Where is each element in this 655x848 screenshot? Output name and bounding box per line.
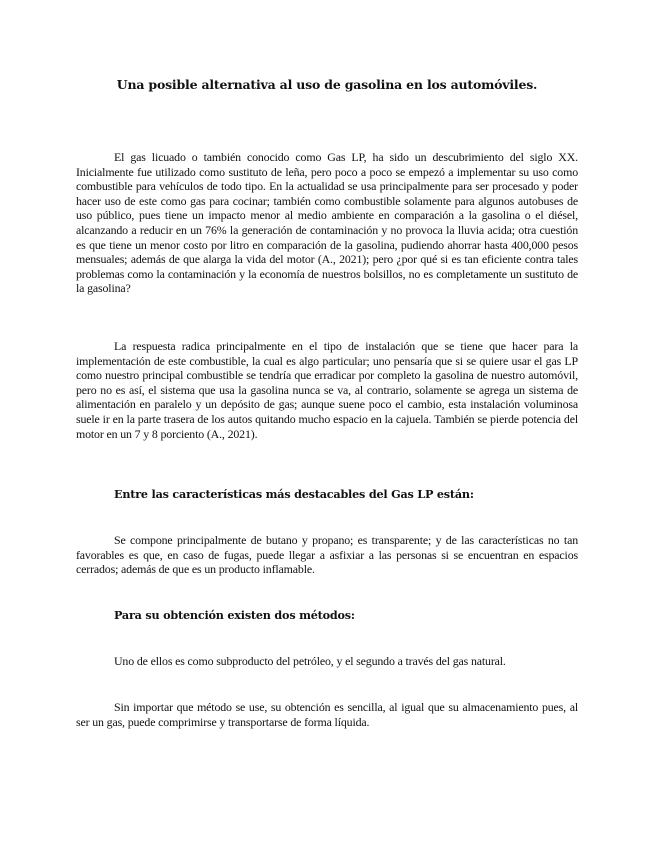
paragraph-characteristics: Se compone principalmente de butano y propano; es transparente; y de las características no tan favorables es que, en caso de fugas, puede llegar a asfixiar a las personas si se encuentran en espacios cerrados; además de que es un producto inflamable. bbox=[76, 533, 578, 577]
heading-characteristics: Entre las características más destacables del Gas LP están: bbox=[114, 487, 474, 501]
paragraph-installation: La respuesta radica principalmente en el tipo de instalación que se tiene que hacer para la implementación de este combustible, la cual es algo particular; uno pensaría que si se quiere usar el gas LP como nuestro principal combustible se tendría que erradicar por completo la gasolina de nuestro automóvil, pero no es así, el sistema que usa la gasolina nunca se va, al contrario, solamente se agrega un sistema de alimentación en paralelo y un depósito de gas; aunque suene poco el cambio, esta instalación voluminosa suele ir en la parte trasera de los autos quitando mucho espacio en la cajuela. También se pierde potencia del motor en un 7 y 8 porciento (A., 2021). bbox=[76, 339, 578, 441]
paragraph-methods: Uno de ellos es como subproducto del petróleo, y el segundo a través del gas natural. bbox=[114, 654, 506, 668]
paragraph-gas-lp-intro: El gas licuado o también conocido como Gas LP, ha sido un descubrimiento del siglo XX. Inicialmente fue utilizado como sustituto de leña, pero poco a poco se empezó a implementar su uso como combustible para vehículos de todo tipo. En la actualidad se usa principalmente para ser procesado y poder hacer uso de este como gas para cocinar; también como combustible solamente para algunos autobuses de uso público, pues tiene un impacto menor al medio ambiente en comparación a la gasolina o el diésel, alcanzando a reducir en un 76% la generación de contaminación y no provoca la lluvia acida; otra cuestión es que tiene un menor costo por litro en comparación de la gasolina, pudiendo ahorrar hasta 400,000 pesos mensuales; además de que alarga la vida del motor (A., 2021); pero ¿por qué si es tan eficiente contra tales problemas como la contaminación y la economía de nuestros bolsillos, no es completamente un sustituto de la gasolina? bbox=[76, 150, 578, 296]
paragraph-storage: Sin importar que método se use, su obtención es sencilla, al igual que su almacenamiento pues, al ser un gas, puede comprimirse y transportarse de forma líquida. bbox=[76, 700, 578, 729]
document-title: Una posible alternativa al uso de gasolina en los automóviles. bbox=[116, 77, 538, 92]
heading-methods: Para su obtención existen dos métodos: bbox=[114, 608, 355, 622]
